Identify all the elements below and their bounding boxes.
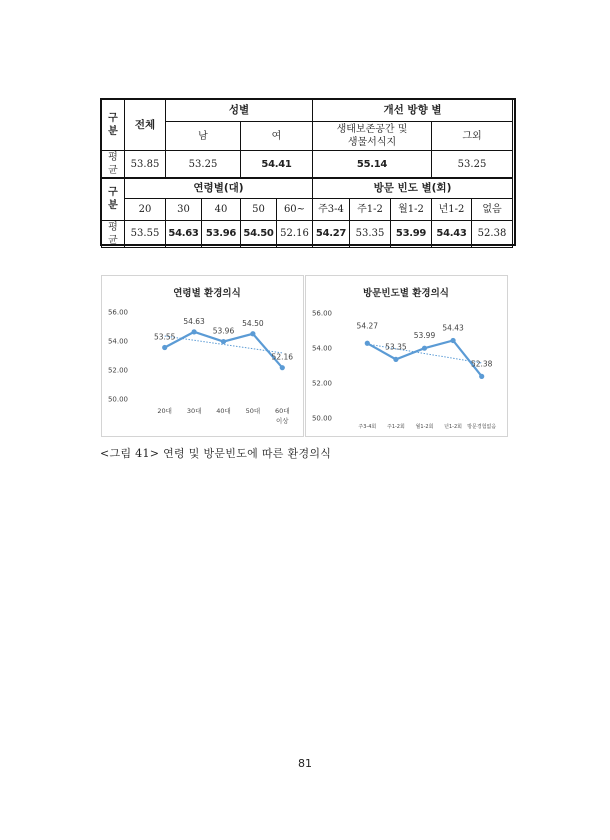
visit-chart-svg (306, 276, 507, 436)
improve-other-header: 그외 (432, 122, 513, 151)
data-label: 52.38 (470, 359, 493, 369)
data-label: 54.63 (183, 316, 205, 326)
age-col-40: 40 (202, 198, 241, 220)
avg-visit-none: 52.38 (472, 220, 513, 247)
x-tick-label: 30대 (186, 407, 202, 415)
age-col-20: 20 (125, 198, 166, 220)
x-tick-label: 20대 (157, 407, 172, 415)
data-point (365, 341, 370, 346)
improve-eco-header: 생태보존공간 및 생물서식지 (313, 122, 432, 151)
chart-title: 연령별 환경의식 (173, 288, 241, 299)
age-col-60: 60~ (277, 198, 313, 220)
age-chart-svg (102, 276, 303, 436)
gender-female-header: 여 (241, 122, 313, 151)
avg-label-upper: 평균 (102, 151, 125, 179)
x-tick-label: 60대 (275, 407, 290, 415)
page-number: 81 (298, 757, 312, 770)
data-label: 53.35 (385, 342, 407, 352)
gubun-header-lower: 구분 (102, 178, 125, 220)
visit-chart (305, 275, 508, 437)
visit-col-y12: 년1-2 (432, 198, 472, 220)
chart-title: 방문빈도별 환경의식 (363, 288, 449, 299)
gender-header: 성별 (166, 100, 313, 122)
y-tick-label: 52.00 (107, 366, 128, 375)
data-label: 53.55 (153, 332, 176, 342)
visit-col-w12: 주1-2 (350, 198, 391, 220)
series-line (165, 332, 283, 368)
avg-visit-w34: 54.27 (313, 220, 350, 247)
avg-label-lower: 평균 (102, 220, 125, 247)
total-header: 전체 (125, 100, 166, 151)
y-tick-label: 54.00 (107, 337, 128, 346)
age-col-30: 30 (166, 198, 202, 220)
y-tick-label: 56.00 (107, 308, 128, 317)
y-tick-label: 50.00 (107, 395, 128, 404)
avg-visit-m12: 53.99 (391, 220, 432, 247)
improve-direction-header: 개선 방향 별 (313, 100, 513, 122)
data-label: 53.99 (413, 331, 436, 341)
x-tick-label: 주1-2회 (386, 424, 405, 430)
x-tick-label: 월1-2회 (415, 424, 434, 430)
avg-age-50: 54.50 (241, 220, 277, 247)
x-tick-label: 방문경험없음 (467, 424, 497, 430)
gender-male-header: 남 (166, 122, 241, 151)
avg-age-20: 53.55 (125, 220, 166, 247)
visit-col-m12: 월1-2 (391, 198, 432, 220)
x-tick-label: 년1-2회 (444, 424, 463, 430)
avg-age-40: 53.96 (202, 220, 241, 247)
x-tick-label: 50대 (245, 407, 261, 415)
y-tick-label: 56.00 (311, 309, 332, 318)
avg-age-60: 52.16 (277, 220, 313, 247)
age-chart (101, 275, 304, 437)
survey-table (101, 99, 513, 248)
data-point (451, 338, 456, 343)
data-label: 54.27 (356, 321, 379, 331)
age-header: 연령별(대) (125, 178, 313, 198)
avg-age-30: 54.63 (166, 220, 202, 247)
data-point (422, 346, 427, 351)
data-label: 52.16 (271, 352, 294, 362)
data-label: 53.96 (212, 326, 235, 336)
visit-col-none: 없음 (472, 198, 513, 220)
data-label: 54.43 (442, 323, 464, 333)
data-point (162, 345, 167, 350)
age-col-50: 50 (241, 198, 277, 220)
x-tick-label: 40대 (216, 407, 231, 415)
avg-female: 54.41 (241, 151, 313, 179)
data-point (221, 339, 226, 344)
x-tick-label: 이상 (276, 417, 289, 425)
avg-male: 53.25 (166, 151, 241, 179)
avg-visit-y12: 54.43 (432, 220, 472, 247)
x-tick-label: 주3-4회 (358, 424, 377, 430)
y-tick-label: 50.00 (311, 414, 332, 423)
gubun-header: 구분 (102, 100, 125, 151)
y-tick-label: 54.00 (311, 344, 332, 353)
data-point (479, 374, 484, 379)
data-point (250, 331, 255, 336)
visit-col-w34: 주3-4 (313, 198, 350, 220)
avg-other: 53.25 (432, 151, 513, 179)
figure-caption: <그림 41> 연령 및 방문빈도에 따른 환경의식 (100, 447, 332, 460)
visit-freq-header: 방문 빈도 별(회) (313, 178, 513, 198)
data-point (393, 357, 398, 362)
y-tick-label: 52.00 (311, 379, 332, 388)
avg-visit-w12: 53.35 (350, 220, 391, 247)
data-point (192, 329, 197, 334)
avg-total: 53.85 (125, 151, 166, 179)
data-point (280, 365, 285, 370)
avg-eco: 55.14 (313, 151, 432, 179)
data-label: 54.50 (242, 318, 264, 328)
